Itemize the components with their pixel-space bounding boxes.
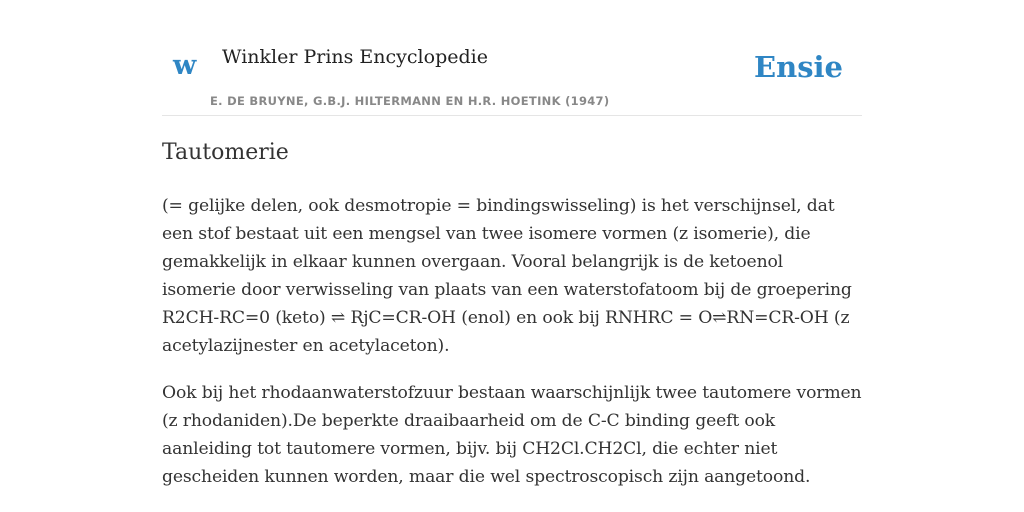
authors-line: E. DE BRUYNE, G.B.J. HILTERMANN EN H.R. HOETINK (1947) <box>210 94 610 108</box>
header <box>162 40 862 116</box>
publication-logo[interactable]: w <box>173 50 197 81</box>
publication-title-link[interactable]: Winkler Prins Encyclopedie <box>222 46 488 68</box>
ensie-logo-link[interactable]: Ensie <box>754 50 843 84</box>
article-paragraph-1: (= gelijke delen, ook desmotropie = bindingswisseling) is het verschijnsel, dat een stof bestaat uit een mengsel van twee isomere vormen (z isomerie), die gemakkelijk in elkaar kunnen overgaan. Vooral belangrijk is de ketoenol isomerie door verwisseling van plaats van een waterstofatoom bij de groepering R2CH-RC=0 (keto) ⇌ RjC=CR-OH (enol) en ook bij RNHRC = O⇌RN=CR-OH (z acetylazijnester en acetylaceton). <box>162 196 852 356</box>
article-paragraph-2: Ook bij het rhodaanwaterstofzuur bestaan waarschijnlijk twee tautomere vormen (z rhodaniden).De beperkte draaibaarheid om de C-C binding geeft ook aanleiding tot tautomere vormen, bijv. bij CH2Cl.CH2Cl, die echter niet gescheiden kunnen worden, maar die wel spectroscopisch zijn aangetoond. <box>162 383 862 487</box>
article-title: Tautomerie <box>162 140 289 165</box>
article-body <box>162 192 862 510</box>
